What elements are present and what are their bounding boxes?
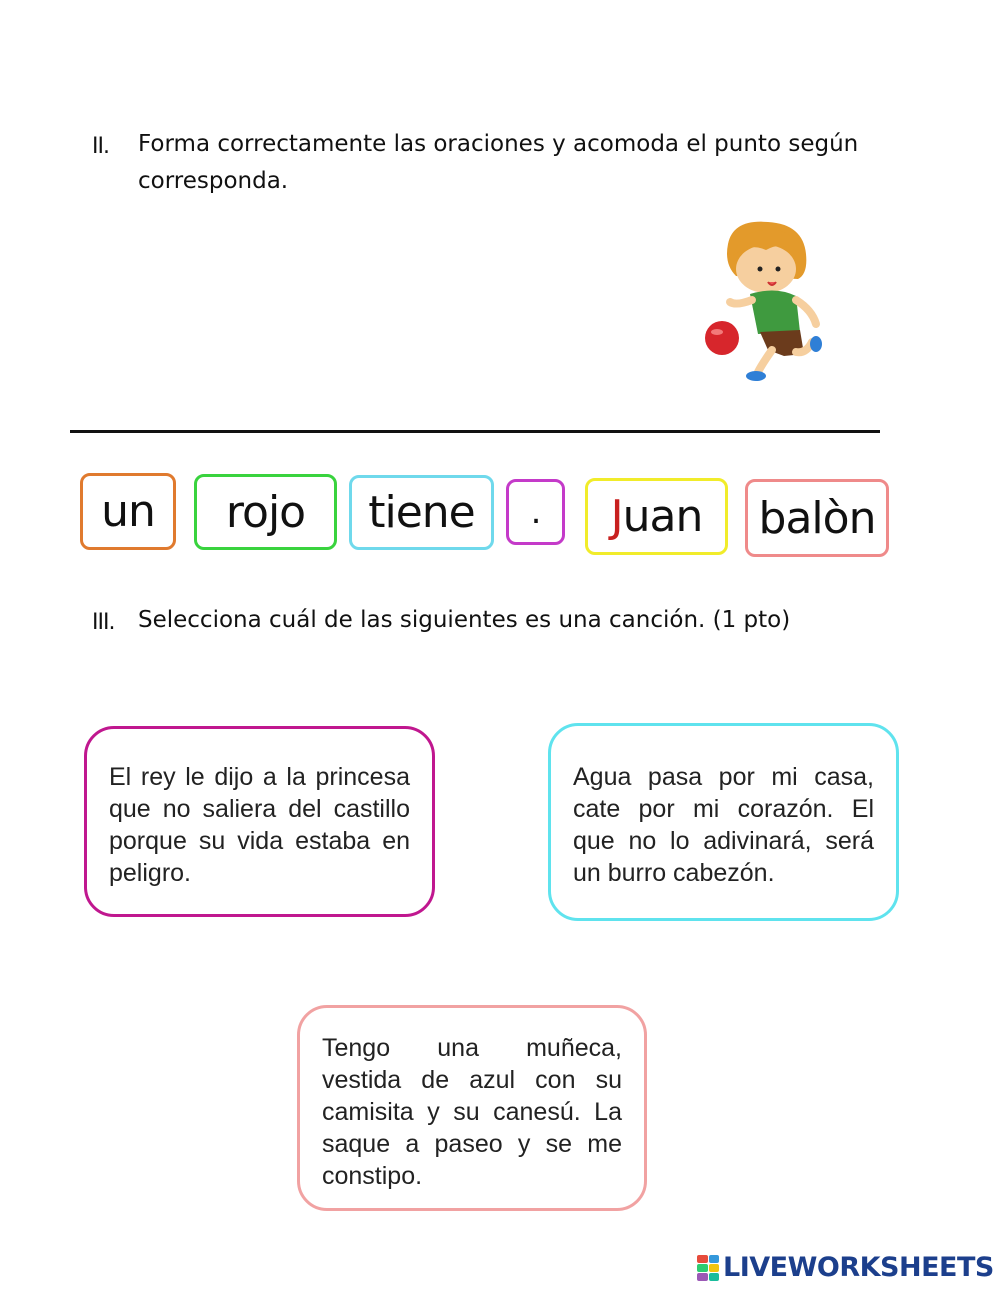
word-tile-label: . (530, 492, 541, 532)
option-text-2: Agua pasa por mi casa, cate por mi corazón. El que no lo adivinará, será un burro cabezón. (573, 763, 874, 887)
word-tile-period[interactable] (506, 479, 565, 545)
section-3-number: III. (92, 610, 115, 635)
capital-letter: J (610, 491, 623, 542)
word-tile-rojo[interactable] (194, 474, 337, 550)
option-box-3[interactable] (297, 1005, 647, 1211)
option-text-3: Tengo una muñeca, vestida de azul con su camisita y su canesú. La saque a paseo y se me constipo. (322, 1034, 622, 1190)
divider-line (70, 430, 880, 433)
option-box-2[interactable] (548, 723, 899, 921)
word-tile-balon[interactable] (745, 479, 889, 557)
boy-kicking-ball-illustration (688, 214, 838, 399)
option-text-1: El rey le dijo a la princesa que no saliera del castillo porque su vida estaba en peligro. (109, 763, 410, 887)
word-tile-label: un (101, 486, 155, 537)
liveworksheets-logo (697, 1252, 994, 1283)
word-tile-juan[interactable] (585, 478, 728, 555)
section-2-number: II. (92, 134, 109, 159)
word-tile-label: balòn (758, 492, 876, 544)
section-2-instruction (138, 126, 898, 200)
boy-kicking-ball-icon (688, 214, 838, 399)
word-tile-label: rojo (225, 486, 306, 538)
word-tile-label (611, 491, 703, 542)
section-2-line-2: corresponda. (138, 168, 289, 194)
section-3-instruction: Selecciona cuál de las siguientes es una canción. (1 pto) (138, 607, 791, 633)
section-2-line-1: Forma correctamente las oraciones y acomoda el punto según (138, 131, 859, 157)
word-tile-tiene[interactable] (349, 475, 494, 550)
option-box-1[interactable] (84, 726, 435, 917)
word-rest: uan (622, 491, 703, 542)
liveworksheets-brand: LIVEWORKSHEETS (723, 1252, 994, 1283)
word-tile-label: tiene (368, 487, 475, 538)
liveworksheets-logo-icon (697, 1255, 719, 1281)
word-tile-un[interactable] (80, 473, 176, 550)
